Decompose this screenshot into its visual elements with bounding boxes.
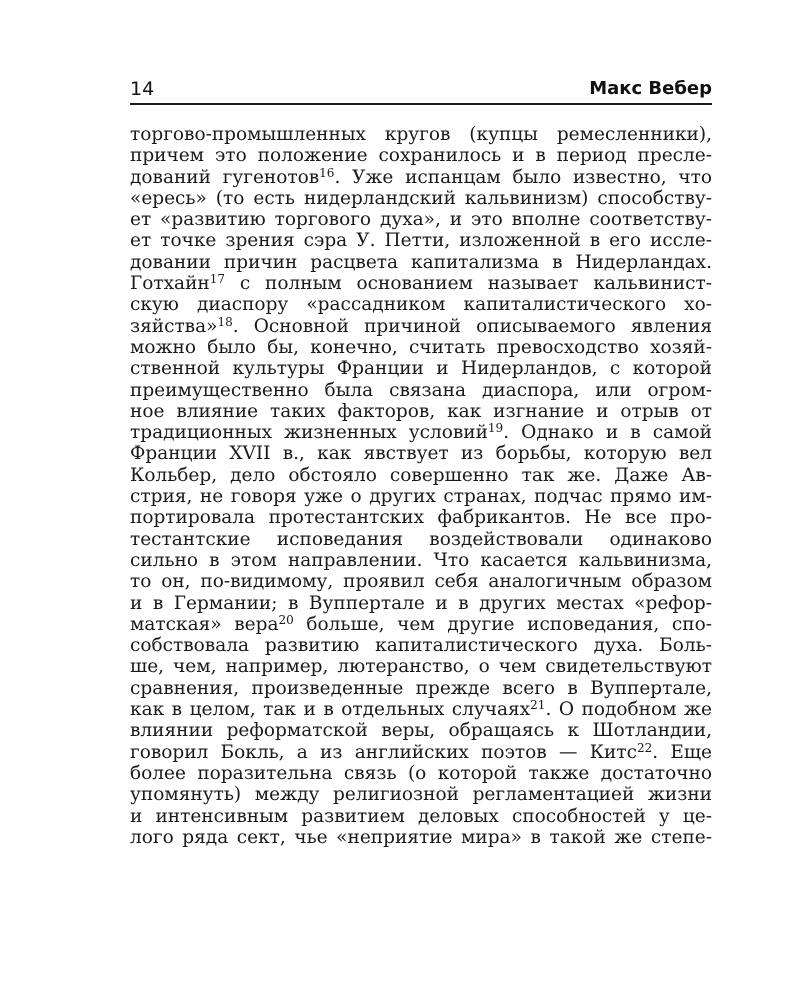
text-segment: лого ряда сект, чье «неприятие мира» в такой же степе- bbox=[130, 826, 712, 848]
text-line bbox=[130, 550, 712, 571]
text-segment: матская» вера bbox=[130, 613, 279, 635]
text-segment: больше, чем другие исповедания, спо- bbox=[293, 613, 712, 635]
text-segment: ет точке зрения сэра У. Петти, изложенной в его иссле- bbox=[130, 230, 712, 252]
text-segment: говорил Бокль, а из английских поэтов — Китс bbox=[130, 741, 637, 763]
text-line bbox=[130, 827, 712, 848]
text-segment: можно было бы, конечно, считать превосходство хозяй- bbox=[130, 336, 712, 358]
footnote-ref: 21 bbox=[530, 698, 546, 713]
text-line bbox=[130, 167, 712, 188]
text-line bbox=[130, 593, 712, 614]
text-line bbox=[130, 230, 712, 251]
text-segment: традиционных жизненных условий bbox=[130, 422, 488, 444]
text-segment: влиянии реформатской веры, обращаясь к Шотландии, bbox=[130, 720, 712, 742]
text-segment: сравнения, произведенные прежде всего в Вуппертале, bbox=[130, 677, 712, 699]
text-line bbox=[130, 209, 712, 230]
text-line bbox=[130, 443, 712, 464]
text-line bbox=[130, 699, 712, 720]
text-segment: то он, по-видимому, проявил себя аналогичным образом bbox=[130, 571, 712, 593]
text-line bbox=[130, 188, 712, 209]
text-segment: более поразительна связь (о которой также достаточно bbox=[130, 762, 712, 784]
text-segment: и в Германии; в Вуппертале и в других местах «рефор- bbox=[130, 592, 712, 614]
text-segment: ет «развитию торгового духа», и это вполне соответству- bbox=[130, 209, 712, 231]
text-segment: ше, чем, например, лютеранство, о чем свидетельствуют bbox=[130, 656, 712, 678]
footnote-ref: 16 bbox=[319, 165, 335, 180]
text-line bbox=[130, 784, 712, 805]
text-segment: Кольбер, дело обстояло совершенно так же. Даже Ав- bbox=[130, 464, 712, 486]
text-segment: преимущественно была связана диаспора, или огром- bbox=[130, 379, 712, 401]
running-head-author: Макс Вебер bbox=[589, 78, 712, 99]
text-line bbox=[130, 763, 712, 784]
text-line bbox=[130, 252, 712, 273]
text-segment: собствовала развитию капиталистического духа. Боль- bbox=[130, 635, 712, 657]
text-segment: . Однако и в самой bbox=[503, 422, 712, 444]
text-segment: ственной культуры Франции и Нидерландов, с которой bbox=[130, 358, 712, 380]
text-segment: стрия, не говоря уже о других странах, подчас прямо им- bbox=[130, 486, 712, 508]
text-line bbox=[130, 358, 712, 379]
text-line bbox=[130, 294, 712, 315]
text-line bbox=[130, 656, 712, 677]
text-line bbox=[130, 465, 712, 486]
text-segment: скую диаспору «рассадником капиталистического хо- bbox=[130, 294, 712, 316]
text-line bbox=[130, 316, 712, 337]
footnote-ref: 19 bbox=[487, 421, 504, 436]
text-line bbox=[130, 529, 712, 550]
text-segment: причем это положение сохранилось и в период пресле- bbox=[130, 145, 712, 167]
text-segment: Франции XVII в., как явствует из борьбы, которую вел bbox=[130, 443, 712, 465]
text-segment: . Уже испанцам было известно, что bbox=[334, 166, 712, 188]
text-line bbox=[130, 571, 712, 592]
text-line bbox=[130, 507, 712, 528]
text-segment: «ересь» (то есть нидерландский кальвинизм) способству- bbox=[130, 187, 712, 209]
header-rule bbox=[130, 103, 712, 105]
footnote-ref: 22 bbox=[636, 740, 653, 755]
text-line bbox=[130, 806, 712, 827]
text-segment: торгово-промышленных кругов (купцы ремесленники), bbox=[130, 124, 712, 145]
text-segment: зяйства» bbox=[130, 315, 218, 337]
text-segment: ное влияние таких факторов, как изгнание и отрыв от bbox=[130, 400, 712, 422]
text-segment: довании причин расцвета капитализма в Нидерландах. bbox=[130, 251, 712, 273]
text-segment: упомянуть) между религиозной регламентацией жизни bbox=[130, 784, 712, 806]
page-number: 14 bbox=[130, 78, 155, 100]
text-segment: портировала протестантских фабрикантов. Не все про- bbox=[130, 507, 712, 529]
body-text bbox=[130, 124, 712, 848]
text-segment: с полным основанием называет кальвинист- bbox=[225, 273, 712, 295]
text-segment: . Основной причиной описываемого явления bbox=[232, 315, 712, 337]
page-header bbox=[130, 78, 712, 102]
text-line bbox=[130, 720, 712, 741]
text-segment: тестантские исповедания воздействовали одинаково bbox=[130, 528, 712, 550]
footnote-ref: 17 bbox=[209, 272, 226, 287]
text-line bbox=[130, 678, 712, 699]
text-line bbox=[130, 486, 712, 507]
text-segment: . Еще bbox=[652, 741, 713, 763]
footnote-ref: 20 bbox=[278, 612, 294, 627]
footnote-ref: 18 bbox=[217, 314, 233, 329]
text-segment: сильно в этом направлении. Что касается кальвинизма, bbox=[130, 549, 712, 571]
text-segment: как в целом, так и в отдельных случаях bbox=[130, 699, 531, 721]
text-line bbox=[130, 422, 712, 443]
text-line bbox=[130, 273, 712, 294]
text-line bbox=[130, 614, 712, 635]
text-segment: дований гугенотов bbox=[130, 166, 320, 188]
text-line bbox=[130, 380, 712, 401]
text-line bbox=[130, 401, 712, 422]
text-line bbox=[130, 742, 712, 763]
text-line bbox=[130, 337, 712, 358]
text-line bbox=[130, 635, 712, 656]
text-segment: Готхайн bbox=[130, 273, 210, 295]
text-line bbox=[130, 145, 712, 166]
text-segment: . О подобном же bbox=[545, 699, 712, 721]
text-line bbox=[130, 124, 712, 145]
text-segment: и интенсивным развитием деловых способностей у це- bbox=[130, 805, 712, 827]
